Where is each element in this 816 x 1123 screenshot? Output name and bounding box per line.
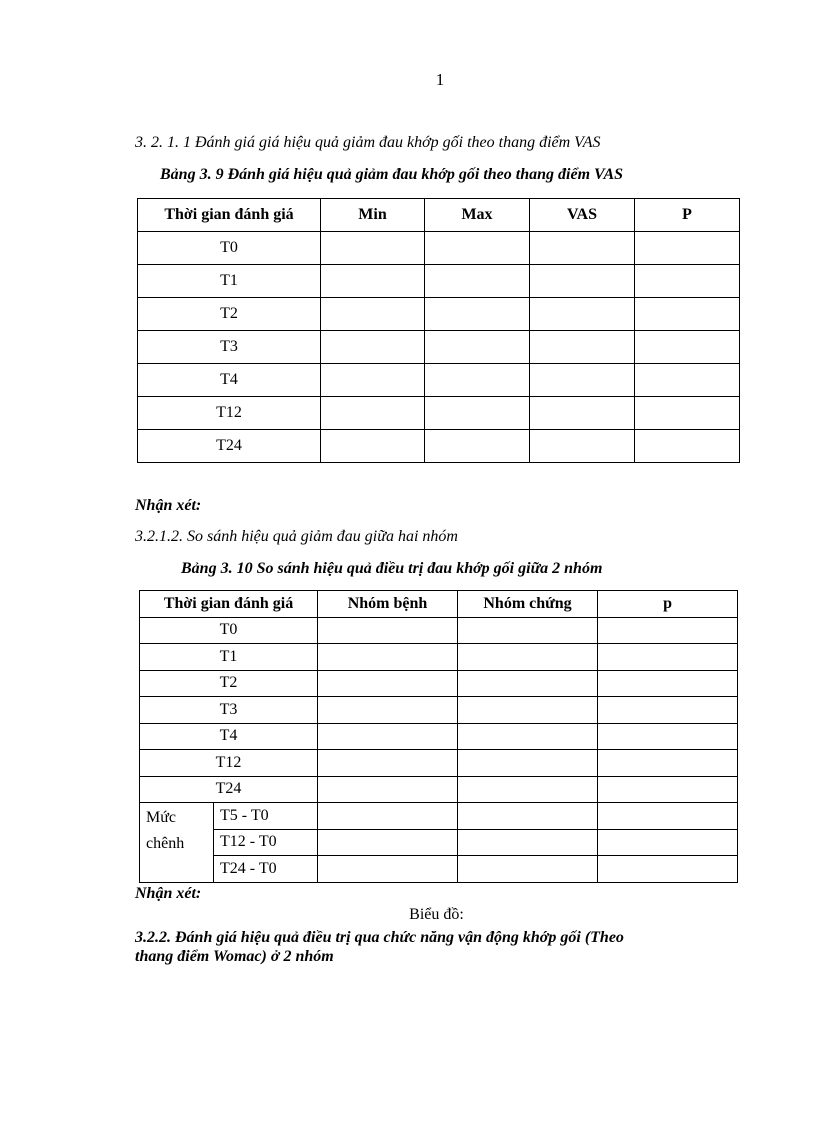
table-row: [140, 856, 738, 883]
table-row: [140, 697, 738, 724]
table-compare-groups: [139, 590, 738, 883]
table-row: [140, 670, 738, 697]
row-label: T4: [140, 723, 318, 750]
section-heading-womac-line1: 3.2.2. Đánh giá hiệu quả điều trị qua chức năng vận động khớp gối (Theo: [135, 929, 624, 946]
table-row: [138, 430, 740, 463]
row-label: T1: [140, 644, 318, 671]
table-row: [140, 750, 738, 777]
page-number: 1: [435, 70, 445, 89]
table-row: [140, 723, 738, 750]
column-header: Thời gian đánh giá: [138, 199, 321, 232]
table-row: [138, 232, 740, 265]
section-heading-vas: 3. 2. 1. 1 Đánh giá giá hiệu quả giảm đau khớp gối theo thang điểm VAS: [135, 134, 601, 151]
table-row: [138, 265, 740, 298]
column-header: Thời gian đánh giá: [140, 591, 318, 618]
row-label: T5 - T0: [214, 803, 318, 830]
table-row: [138, 364, 740, 397]
row-label: T12: [140, 750, 318, 777]
row-label: T4: [138, 364, 321, 397]
column-header: p: [598, 591, 738, 618]
row-label: T3: [140, 697, 318, 724]
row-label: T1: [138, 265, 321, 298]
table-caption-3-10: Bảng 3. 10 So sánh hiệu quả điều trị đau khớp gối giữa 2 nhóm: [181, 560, 603, 577]
table-row: [138, 298, 740, 331]
table-vas: [137, 198, 740, 463]
column-header: P: [635, 199, 740, 232]
column-header: Min: [321, 199, 425, 232]
section-heading-womac-line2: thang điểm Womac) ở 2 nhóm: [135, 948, 334, 965]
row-label: T2: [140, 670, 318, 697]
table-row: [140, 803, 738, 830]
row-label: T3: [138, 331, 321, 364]
row-label: T12: [138, 397, 321, 430]
row-label: T0: [140, 617, 318, 644]
row-label: T24 - T0: [214, 856, 318, 883]
row-label: T0: [138, 232, 321, 265]
chart-label: Biểu đồ:: [409, 906, 464, 923]
remark-label-2: Nhận xét:: [135, 885, 202, 902]
column-header: Nhóm chứng: [458, 591, 598, 618]
column-header: Nhóm bệnh: [318, 591, 458, 618]
table-row: [140, 644, 738, 671]
table-row: [140, 617, 738, 644]
table-row: [140, 829, 738, 856]
table-caption-3-9: Bảng 3. 9 Đánh giá hiệu quả giảm đau khớp gối theo thang điểm VAS: [160, 166, 624, 183]
row-label: T24: [140, 776, 318, 803]
table-row: [138, 331, 740, 364]
table-header-row: [138, 199, 740, 232]
column-header: Max: [425, 199, 530, 232]
table-row: [138, 397, 740, 430]
row-label: T12 - T0: [214, 829, 318, 856]
table-header-row: [140, 591, 738, 618]
remark-label-1: Nhận xét:: [135, 497, 202, 514]
group-label: Mức chênh: [140, 803, 214, 883]
row-label: T24: [138, 430, 321, 463]
row-label: T2: [138, 298, 321, 331]
section-heading-compare: 3.2.1.2. So sánh hiệu quả giảm đau giữa hai nhóm: [135, 528, 458, 545]
table-row: [140, 776, 738, 803]
column-header: VAS: [530, 199, 635, 232]
